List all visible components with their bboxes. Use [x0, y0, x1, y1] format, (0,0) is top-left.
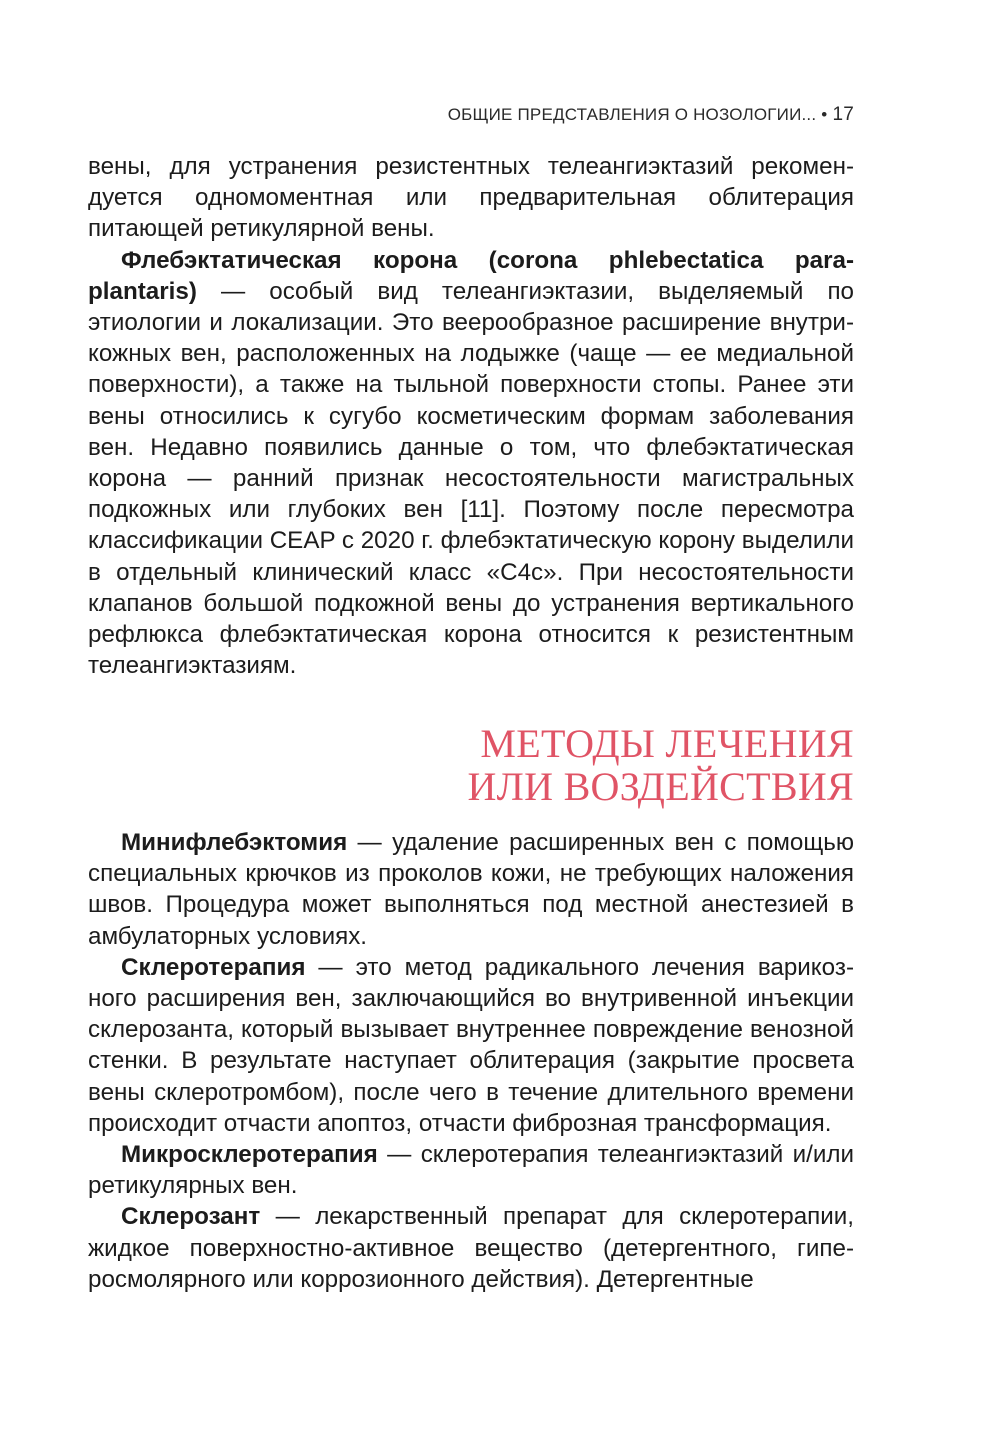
definition-text: — склеротерапия телеангиэктазий и/или ретикулярных вен.: [88, 1141, 854, 1200]
paragraph-corona: [88, 245, 854, 682]
definition-term: Склерозант: [121, 1203, 261, 1231]
section-title-line-2: ИЛИ ВОЗДЕЙСТВИЯ: [467, 764, 854, 809]
definition-text: — это метод радикального лечения варикозного расширения вен, заключающийся во внутривенной инъекции склерозанта, который вызывает внутреннее повреждение венозной стенки. В результате наступает облитерация (закрытие просвета вены склеротромбом), после чего в течение длительного времени происходит отчасти апоптоз, отчасти фиброзная трансформация.: [88, 953, 854, 1137]
definition-text: — удаление расширенных вен с помощью специальных крючков из проколов кожи, не требующих наложения швов. Процедура может выполняться под местной анестезией в амбулаторных условиях.: [88, 829, 854, 950]
paragraph-continued: вены, для устранения резистентных телеангиэктазий рекомендуется одномоментная или предварительная облитерация питающей ретикулярной вены.: [88, 153, 854, 243]
section-title: [154, 722, 854, 808]
body-text: [88, 151, 854, 681]
definition-item: [88, 1139, 854, 1201]
running-header: [448, 104, 854, 126]
term-corona: Флебэктатическая корона (corona phlebectatica paraplantaris): [88, 246, 854, 305]
section-title-line-1: МЕТОДЫ ЛЕЧЕНИЯ: [480, 721, 854, 766]
page-number: 17: [832, 104, 854, 125]
definition-corona: — особый вид телеангиэктазии, выделяемый по этиологии и локализации. Это веерообразное расширение внутрикожных вен, расположенных на лодыжке (чаще — ее медиальной поверхности), а также на тыльной поверхности стопы. Ранее эти вены относились к сугубо косметическим формам заболевания вен. Недавно появились данные о том, что флебэктатическая корона — ранний признак несостоятельности магистральных подкожных или глубоких вен [11]. Поэтому после пересмотра классификации CEAP с 2020 г. флебэктатическую корону выделили в отдельный клинический класс «C4c». При несостоятельности клапанов большой подкожной вены до устранения вертикального рефлюкса флебэктатическая корона относится к резистентным телеангиэктазиям.: [88, 277, 854, 680]
running-title: ОБЩИЕ ПРЕДСТАВЛЕНИЯ О НОЗОЛОГИИ...: [447, 105, 817, 124]
definition-text: — лекарственный препарат для склеротерапии, жидкое поверхностно-активное вещество (детергентного, гиперосмолярного или коррозионного действия). Детергентные: [88, 1203, 854, 1293]
definition-term: Минифлебэктомия: [121, 829, 348, 856]
definitions-list: [88, 827, 854, 1295]
definition-item: [88, 1201, 854, 1295]
definition-item: [88, 952, 854, 1139]
definition-term: Склеротерапия: [121, 953, 306, 981]
definition-term: Микросклеротерапия: [121, 1141, 378, 1169]
definition-item: [88, 827, 854, 952]
header-separator: •: [821, 105, 828, 124]
